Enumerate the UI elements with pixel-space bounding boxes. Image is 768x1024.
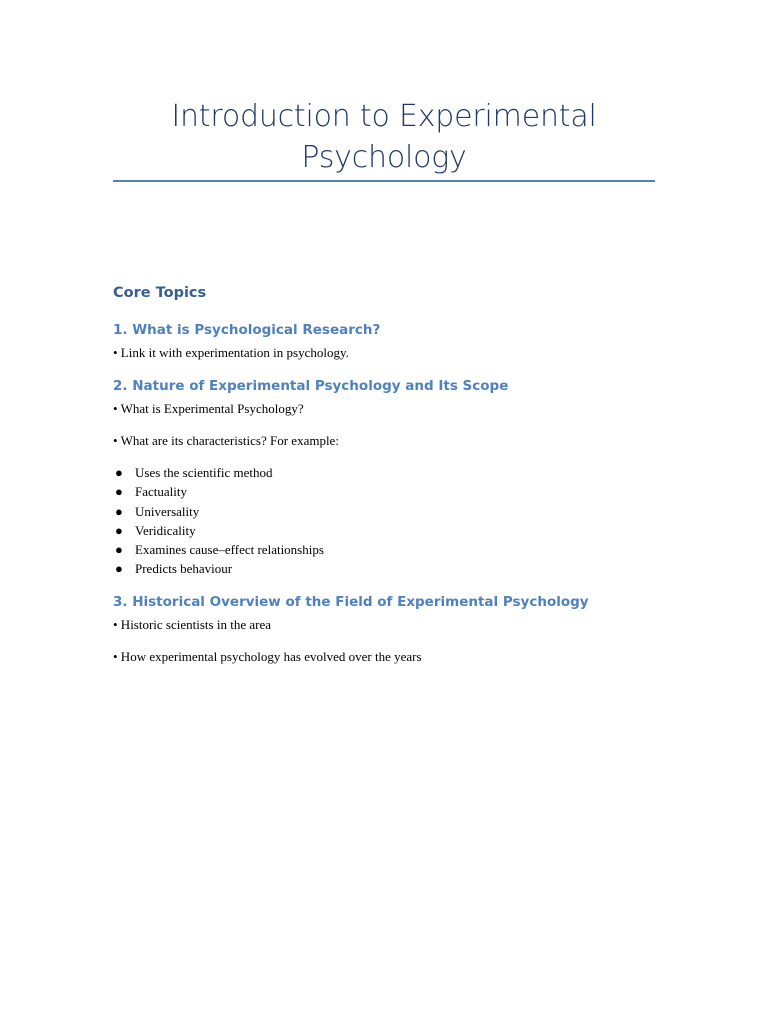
list-item-text: Veridicality <box>135 522 196 538</box>
topic-2-paragraph-2: • What are its characteristics? For example: <box>113 433 339 448</box>
topic-heading-2: 2. Nature of Experimental Psychology and Its Scope <box>113 378 509 394</box>
topic-2-paragraph-1: • What is Experimental Psychology? <box>113 401 304 416</box>
list-item-text: Examines cause–effect relationships <box>135 542 324 558</box>
list-item-text: Factuality <box>135 484 187 500</box>
list-item <box>113 482 655 501</box>
list-item-text: Universality <box>135 503 200 519</box>
list-item <box>113 463 655 482</box>
bullet-icon: ● <box>115 465 123 480</box>
document-title: Introduction to Experimental Psychology <box>171 99 597 175</box>
topic-3-paragraph-2: • How experimental psychology has evolved over the years <box>113 648 422 664</box>
document-body <box>113 283 655 666</box>
bullet-icon: ● <box>115 542 123 558</box>
characteristics-list <box>113 463 655 579</box>
list-item <box>113 521 655 540</box>
list-item-text: Uses the scientific method <box>135 465 273 480</box>
list-item <box>113 540 655 559</box>
title-underline-rule <box>113 180 655 182</box>
bullet-icon: ● <box>115 561 123 577</box>
section-heading-core-topics: Core Topics <box>113 285 207 301</box>
bullet-icon: ● <box>115 503 123 519</box>
list-item <box>113 502 655 521</box>
topic-1-paragraph-1: • Link it with experimentation in psychology. <box>113 345 349 360</box>
title-block <box>113 96 655 178</box>
bullet-icon: ● <box>115 484 123 500</box>
topic-heading-3: 3. Historical Overview of the Field of Experimental Psychology <box>113 593 589 610</box>
list-item-text: Predicts behaviour <box>135 561 233 577</box>
topic-3-paragraph-1: • Historic scientists in the area <box>113 616 271 632</box>
list-item <box>113 559 655 578</box>
bullet-icon: ● <box>115 522 123 538</box>
topic-heading-1: 1. What is Psychological Research? <box>113 322 381 338</box>
